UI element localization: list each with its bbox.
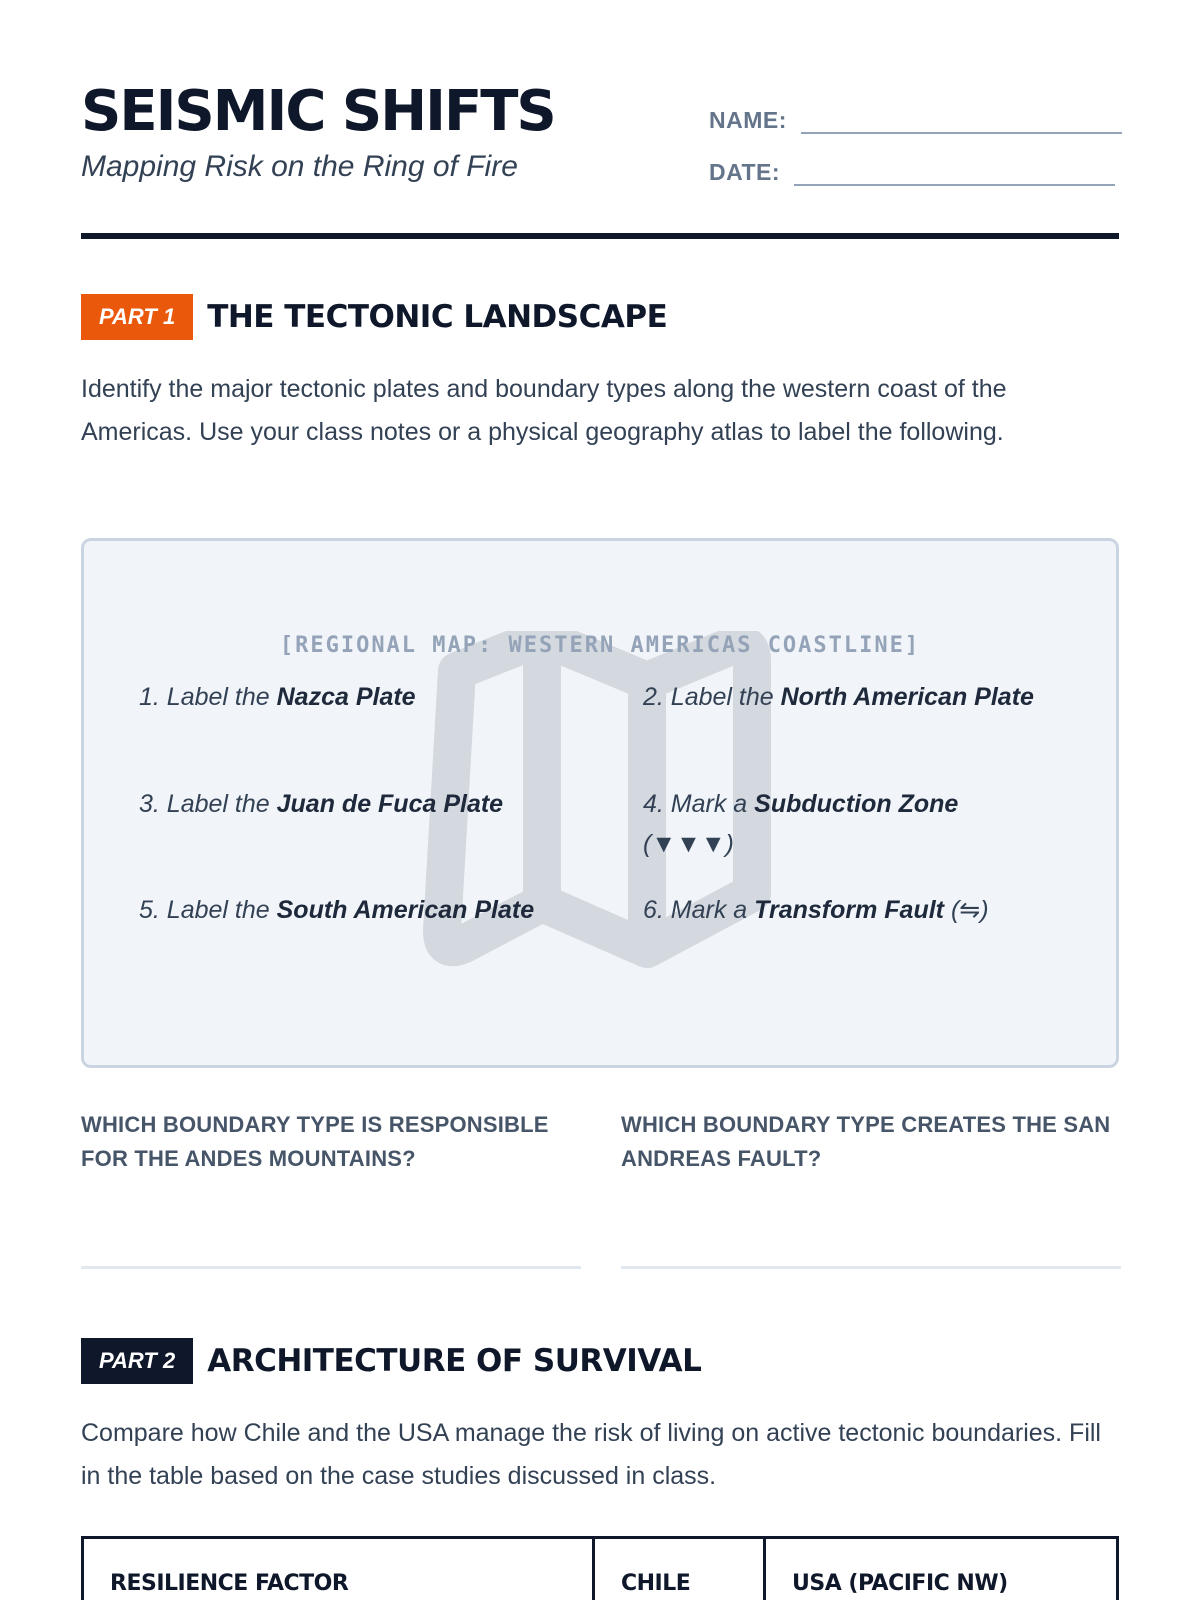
name-label: NAME: [709,107,787,133]
worksheet-subtitle: Mapping Risk on the Ring of Fire [81,150,518,183]
regional-map-box [81,538,1119,1068]
header-usa: USA (PACIFIC NW) [792,1571,1008,1596]
part1-badge: PART 1 [81,294,193,340]
map-task-3 [139,784,539,824]
task-2-prefix: 2. Label the [643,683,781,711]
question-andes [81,1108,581,1176]
table-header-row [83,1538,1118,1600]
task-2-term: North American Plate [780,683,1034,711]
part1-heading [81,294,667,340]
task-5-term: South American Plate [276,896,535,924]
header-divider [81,233,1119,239]
answer-andes-line[interactable] [81,1266,581,1269]
task-3-prefix: 3. Label the [139,790,277,818]
part2-badge: PART 2 [81,1338,193,1384]
task-4-symbol: (▼▼▼) [643,830,734,858]
date-input-line[interactable] [794,156,1115,186]
part2-title: ARCHITECTURE OF SURVIVAL [207,1343,702,1379]
name-field [709,104,1122,134]
task-4-prefix: 4. Mark a [643,790,755,818]
task-6-term: Transform Fault [754,896,944,924]
part1-intro: Identify the major tectonic plates and boundary types along the western coast of the Americas. Use your class notes or a physical geography atlas to label the following. [81,375,1007,446]
task-1-term: Nazca Plate [276,683,416,711]
task-1-prefix: 1. Label the [139,683,277,711]
resilience-table [81,1536,1119,1600]
question-san-andreas-text: WHICH BOUNDARY TYPE CREATES THE SAN ANDREAS FAULT? [621,1112,1111,1171]
map-task-1 [139,677,539,717]
map-task-6 [643,890,1063,930]
task-4-term: Subduction Zone [754,790,959,818]
answer-san-andreas-line[interactable] [621,1266,1121,1269]
part2-heading [81,1338,701,1384]
worksheet-title: SEISMIC SHIFTS [81,79,555,144]
map-task-2 [643,677,1043,717]
date-label: DATE: [709,159,781,185]
worksheet-header [81,80,1119,240]
map-task-5 [139,890,539,930]
task-6-symbol: (⇋) [944,896,989,924]
map-task-4 [643,784,1043,864]
question-san-andreas [621,1108,1121,1176]
part1-title: THE TECTONIC LANDSCAPE [207,299,668,335]
part2-intro: Compare how Chile and the USA manage the risk of living on active tectonic boundaries. Fill in the table based on the case studies discussed in class. [81,1419,1101,1490]
question-andes-text: WHICH BOUNDARY TYPE IS RESPONSIBLE FOR THE ANDES MOUNTAINS? [81,1112,549,1171]
task-6-prefix: 6. Mark a [643,896,755,924]
task-5-prefix: 5. Label the [139,896,277,924]
header-resilience-factor: RESILIENCE FACTOR [83,1538,594,1600]
task-3-term: Juan de Fuca Plate [276,790,504,818]
name-input-line[interactable] [801,104,1122,134]
date-field [709,156,1115,186]
map-caption: [REGIONAL MAP: WESTERN AMERICAS COASTLINE] [279,633,921,658]
header-chile: CHILE [594,1538,765,1600]
